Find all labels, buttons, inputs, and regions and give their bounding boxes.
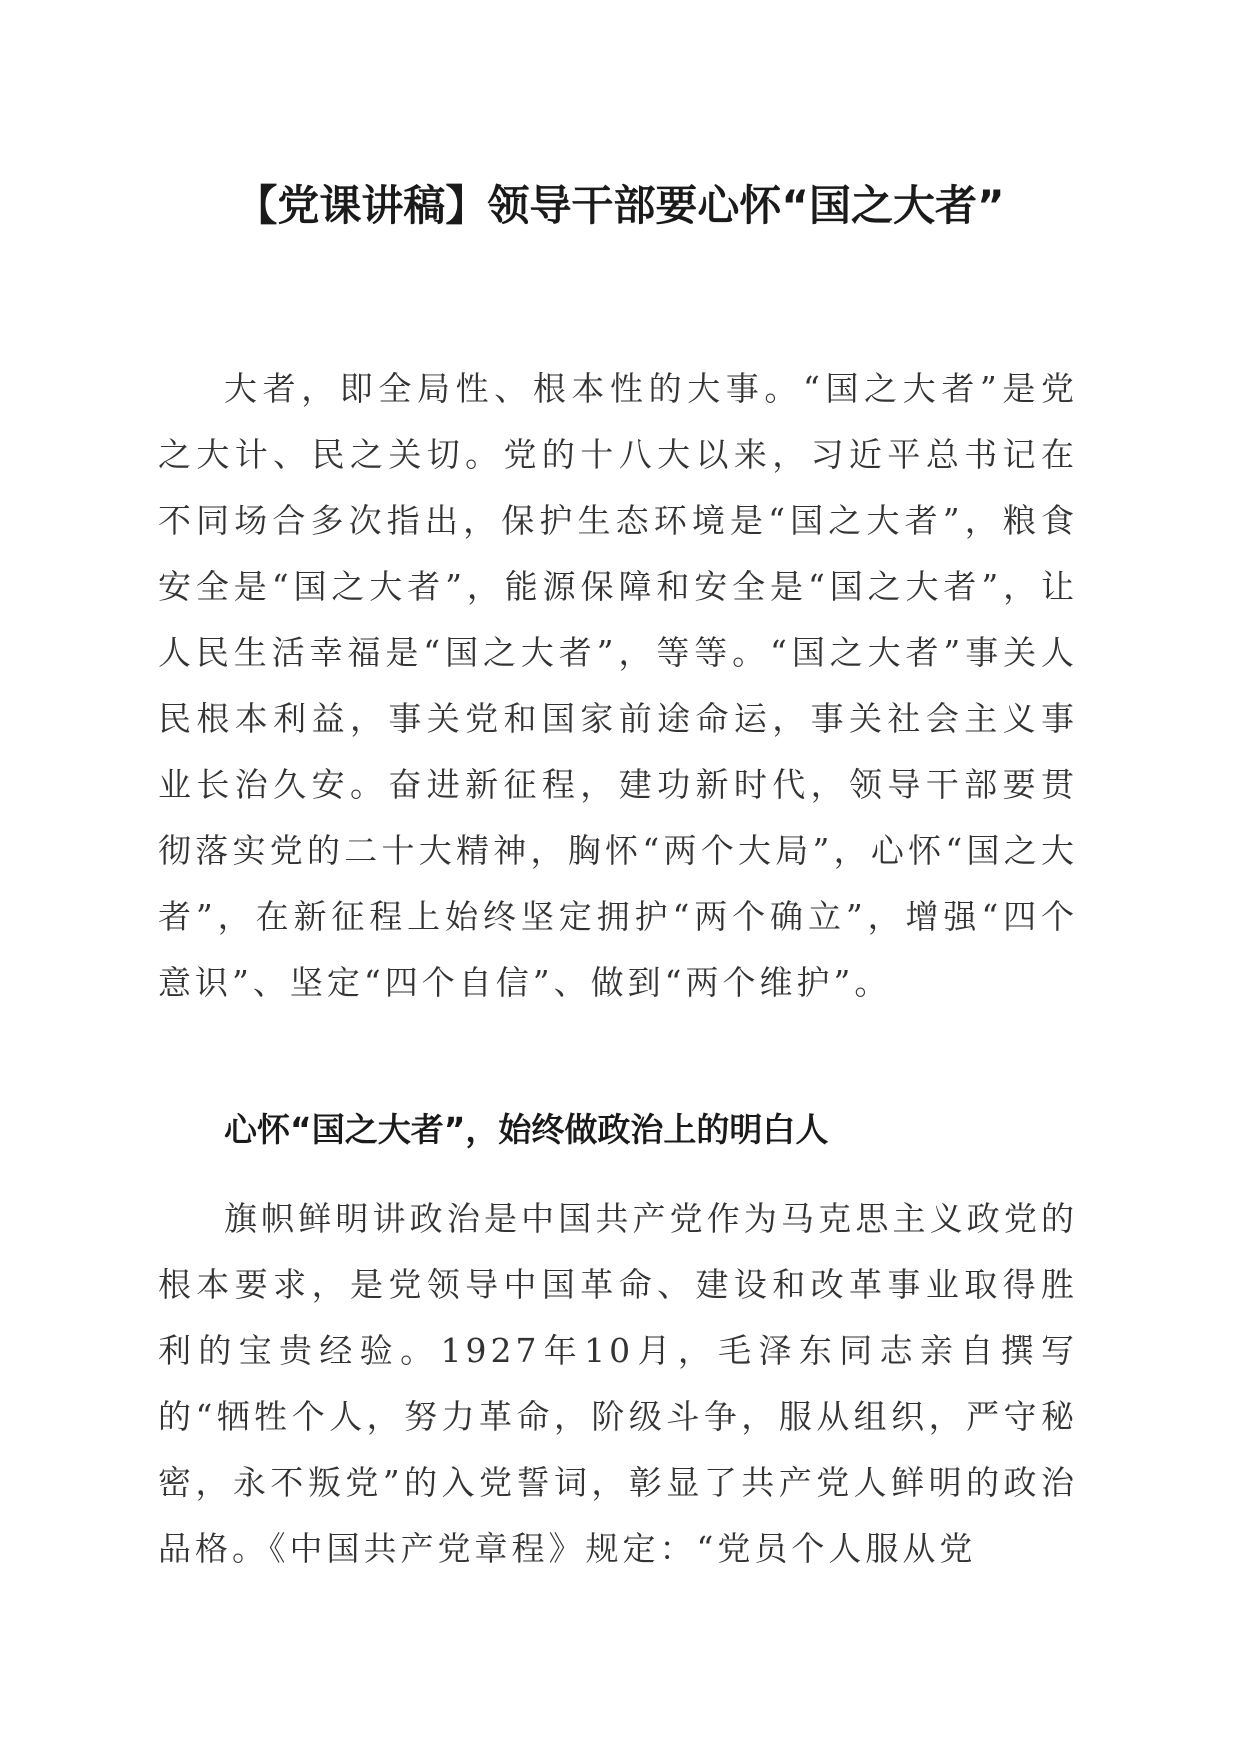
- intro-paragraph: 大者，即全局性、根本性的大事。“国之大者”是党之大计、民之关切。党的十八大以来，习近平总书记在不同场合多次指出，保护生态环境是“国之大者”，粮食安全是“国之大者”，能源保障和安全是“国之大者”，让人民生活幸福是“国之大者”，等等。“国之大者”事关人民根本利益，事关党和国家前途命运，事关社会主义事业长治久安。奋进新征程，建功新时代，领导干部要贯彻落实党的二十大精神，胸怀“两个大局”，心怀“国之大者”，在新征程上始终坚定拥护“两个确立”，增强“四个意识”、坚定“四个自信”、做到“两个维护”。: [158, 369, 1078, 1002]
- section-heading: 心怀“国之大者”，始终做政治上的明白人: [224, 1110, 829, 1149]
- section-paragraph: 旗帜鲜明讲政治是中国共产党作为马克思主义政党的根本要求，是党领导中国革命、建设和改革事业取得胜利的宝贵经验。1927年10月，毛泽东同志亲自撰写的“牺牲个人，努力革命，阶级斗争，服从组织，严守秘密，永不叛党”的入党誓词，彰显了共产党人鲜明的政治品格。《中国共产党章程》规定：“党员个人服从党: [158, 1199, 1078, 1568]
- document-title: 【党课讲稿】领导干部要心怀“国之大者”: [235, 181, 1005, 230]
